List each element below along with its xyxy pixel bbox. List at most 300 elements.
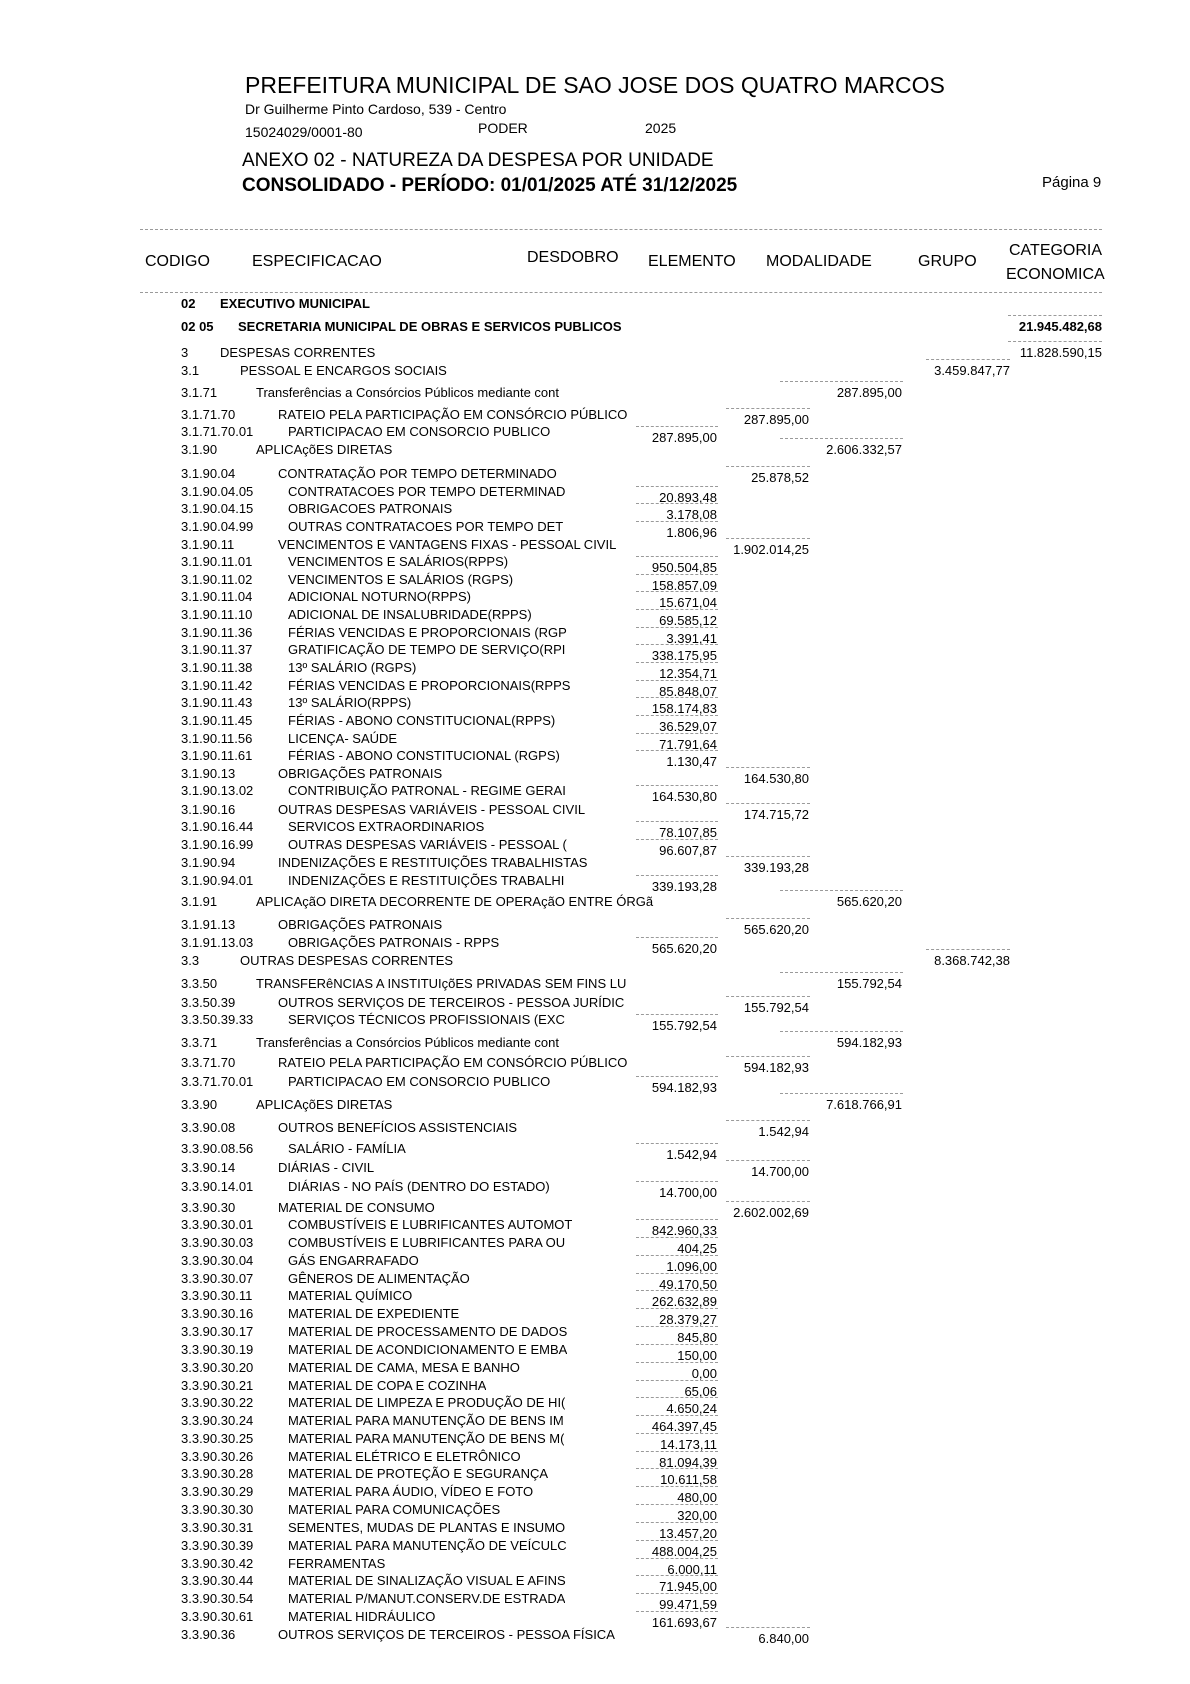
row-code: 3.1.90.11.43 [181, 695, 253, 710]
row-description: MATERIAL PARA COMUNICAÇÕES [288, 1502, 501, 1517]
row-desdobro-value: 158.857,09 [651, 578, 717, 593]
row-description: OUTRAS CONTRATACOES POR TEMPO DET [288, 519, 564, 534]
table-row [0, 1483, 1190, 1505]
table-row [0, 553, 1190, 575]
report-subtitle: CONSOLIDADO - PERÍODO: 01/01/2025 ATÉ 31/12/2025 [242, 175, 738, 196]
value-divider [1008, 315, 1102, 316]
row-modalidade-value: 287.895,00 [836, 385, 902, 400]
table-row [0, 1216, 1190, 1238]
row-description: ADICIONAL DE INSALUBRIDADE(RPPS) [288, 607, 532, 622]
value-divider [726, 767, 810, 768]
row-code: 3.1.71.70 [181, 407, 236, 422]
value-divider [636, 503, 718, 504]
value-divider [726, 1160, 810, 1161]
row-description: APLICAçãO DIRETA DECORRENTE DE OPERAçãO ENTRE ÓRGã [256, 894, 654, 909]
row-description: EXECUTIVO MUNICIPAL [220, 296, 370, 311]
value-divider [636, 1143, 718, 1144]
table-row [0, 975, 1190, 992]
row-description: FÉRIAS - ABONO CONSTITUCIONAL (RGPS) [288, 748, 560, 763]
row-elemento-value: 1.902.014,25 [733, 542, 809, 557]
row-elemento-value: 565.620,20 [743, 922, 809, 937]
row-code: 3.1.90.11.10 [181, 607, 253, 622]
row-desdobro-value: 99.471,59 [659, 1597, 717, 1612]
row-code: 3.3 [181, 953, 200, 968]
row-description: SERVIÇOS TÉCNICOS PROFISSIONAIS (EXC [288, 1012, 565, 1027]
value-divider [636, 627, 718, 628]
row-description: COMBUSTÍVEIS E LUBRIFICANTES AUTOMOT [288, 1217, 573, 1232]
row-desdobro-value: 262.632,89 [651, 1294, 717, 1309]
table-row [0, 1199, 1190, 1220]
table-row [0, 1034, 1190, 1051]
row-description: OUTROS SERVIÇOS DE TERCEIROS - PESSOA JURÍDIC [278, 995, 625, 1010]
table-row [0, 1323, 1190, 1345]
value-divider [636, 1468, 718, 1469]
page-title: PREFEITURA MUNICIPAL DE SAO JOSE DOS QUATRO MARCOS [245, 72, 945, 98]
value-divider [636, 1362, 718, 1363]
value-divider [926, 359, 1010, 360]
row-desdobro-value: 842.960,33 [651, 1223, 717, 1238]
row-code: 3.3.90.30.54 [181, 1591, 254, 1606]
value-divider [636, 1433, 718, 1434]
row-desdobro-value: 339.193,28 [651, 879, 717, 894]
row-elemento-value: 174.715,72 [743, 807, 809, 822]
value-divider [636, 1014, 718, 1015]
row-code: 3.3.90.14.01 [181, 1179, 254, 1194]
row-desdobro-value: 85.848,07 [659, 684, 717, 699]
row-description: 13º SALÁRIO(RPPS) [288, 695, 412, 710]
row-elemento-value: 2.602.002,69 [733, 1205, 809, 1220]
row-description: LICENÇA- SAÚDE [288, 731, 398, 746]
row-description: APLICAçõES DIRETAS [256, 1097, 393, 1112]
table-row [0, 295, 1190, 312]
table-row [0, 854, 1190, 875]
table-row [0, 588, 1190, 610]
row-code: 3.3.90.30.31 [181, 1520, 254, 1535]
table-row [0, 1119, 1190, 1139]
row-code: 3.1.71.70.01 [181, 424, 254, 439]
table-row [0, 801, 1190, 822]
row-elemento-value: 1.542,94 [758, 1124, 809, 1139]
row-description: GÊNEROS DE ALIMENTAÇÃO [288, 1271, 470, 1286]
value-divider [726, 996, 810, 997]
value-divider [726, 803, 810, 804]
row-desdobro-value: 71.945,00 [659, 1579, 717, 1594]
row-modalidade-value: 594.182,93 [836, 1035, 902, 1050]
table-row [0, 1465, 1190, 1487]
col-header-categoria: CATEGORIA [1009, 242, 1103, 259]
value-divider [780, 1031, 903, 1032]
value-divider [636, 680, 718, 681]
table-row [0, 1054, 1190, 1075]
value-divider [636, 662, 718, 663]
header-top-divider [140, 229, 1102, 230]
row-code: 3.3.50.39 [181, 995, 236, 1010]
table-row [0, 571, 1190, 593]
row-code: 3.1.90.94 [181, 855, 236, 870]
row-description: OBRIGAÇÕES PATRONAIS - RPPS [288, 935, 500, 950]
row-code: 3.3.71 [181, 1035, 218, 1050]
row-grupo-value: 3.459.847,77 [934, 363, 1010, 378]
row-code: 3.3.90.30.16 [181, 1306, 254, 1321]
row-code: 3.1.90.11.02 [181, 572, 253, 587]
value-divider [636, 1451, 718, 1452]
value-divider [636, 1611, 718, 1612]
row-code: 3.3.90.30.17 [181, 1324, 254, 1339]
table-row [0, 624, 1190, 646]
col-header-desdobro: DESDOBRO [527, 249, 619, 266]
row-description: OUTRAS DESPESAS CORRENTES [240, 953, 454, 968]
row-code: 3.3.90.30.24 [181, 1413, 254, 1428]
row-desdobro-value: 20.893,48 [659, 490, 717, 505]
row-desdobro-value: 480,00 [677, 1490, 717, 1505]
row-code: 3.1.90.16.99 [181, 837, 254, 852]
row-description: OBRIGAÇÕES PATRONAIS [278, 917, 443, 932]
row-description: MATERIAL PARA MANUTENÇÃO DE VEÍCULC [288, 1538, 567, 1553]
address: Dr Guilherme Pinto Cardoso, 539 - Centro [245, 101, 507, 117]
row-desdobro-value: 3.178,08 [666, 507, 717, 522]
row-code: 02 05 [181, 319, 214, 334]
row-modalidade-value: 7.618.766,91 [826, 1097, 902, 1112]
row-desdobro-value: 404,25 [677, 1241, 717, 1256]
row-desdobro-value: 96.607,87 [659, 843, 717, 858]
row-desdobro-value: 1.542,94 [666, 1147, 717, 1162]
row-desdobro-value: 3.391,41 [666, 631, 717, 646]
table-row [0, 1073, 1190, 1095]
value-divider [636, 937, 718, 938]
row-code: 3.1.90.16.44 [181, 819, 254, 834]
table-row [0, 1178, 1190, 1200]
table-row [0, 677, 1190, 699]
table-row [0, 500, 1190, 522]
table-row [0, 916, 1190, 937]
row-code: 3.3.90.30.44 [181, 1573, 254, 1588]
row-description: FÉRIAS - ABONO CONSTITUCIONAL(RPPS) [288, 713, 556, 728]
row-description: MATERIAL DE PROCESSAMENTO DE DADOS [288, 1324, 568, 1339]
table-row [0, 1412, 1190, 1434]
table-row [0, 1448, 1190, 1470]
row-modalidade-value: 2.606.332,57 [826, 442, 902, 457]
value-divider [636, 1219, 718, 1220]
value-divider [780, 381, 903, 382]
row-description: OBRIGAÇÕES PATRONAIS [278, 766, 443, 781]
value-divider [726, 466, 810, 467]
value-divider [780, 890, 903, 891]
row-desdobro-value: 320,00 [677, 1508, 717, 1523]
table-row [0, 465, 1190, 485]
row-desdobro-value: 12.354,71 [659, 666, 717, 681]
row-description: VENCIMENTOS E SALÁRIOS (RGPS) [288, 572, 514, 587]
value-divider [636, 574, 718, 575]
row-code: 3.1.71 [181, 385, 218, 400]
row-desdobro-value: 338.175,95 [651, 648, 717, 663]
row-code: 3.1.90.11 [181, 537, 235, 552]
row-desdobro-value: 845,80 [677, 1330, 717, 1345]
row-description: OUTRAS DESPESAS VARIÁVEIS - PESSOAL ( [288, 837, 567, 852]
cnpj: 15024029/0001-80 [245, 124, 363, 140]
col-header-modalidade: MODALIDADE [766, 253, 872, 270]
value-divider [780, 1093, 903, 1094]
value-divider [726, 538, 810, 539]
row-code: 3.1.90.11.36 [181, 625, 253, 640]
table-row [0, 836, 1190, 858]
row-desdobro-value: 0,00 [691, 1366, 717, 1381]
row-description: GÁS ENGARRAFADO [288, 1253, 419, 1268]
row-code: 3.1.90.11.01 [181, 554, 253, 569]
table-row [0, 747, 1190, 769]
value-divider [636, 785, 718, 786]
value-divider [636, 1415, 718, 1416]
table-row [0, 1377, 1190, 1399]
row-grupo-value: 8.368.742,38 [934, 953, 1010, 968]
row-code: 3.1.91 [181, 894, 218, 909]
row-desdobro-value: 464.397,45 [651, 1419, 717, 1434]
row-description: RATEIO PELA PARTICIPAÇÃO EM CONSÓRCIO PÚBLICO [278, 1055, 628, 1070]
row-description: DIÁRIAS - CIVIL [278, 1160, 375, 1175]
table-row [0, 1252, 1190, 1274]
value-divider [726, 1056, 810, 1057]
row-desdobro-value: 78.107,85 [659, 825, 717, 840]
row-desdobro-value: 565.620,20 [651, 941, 717, 956]
table-row [0, 730, 1190, 752]
row-description: MATERIAL ELÉTRICO E ELETRÔNICO [288, 1449, 521, 1464]
row-description: PARTICIPACAO EM CONSORCIO PUBLICO [288, 424, 551, 439]
row-code: 3.1.90.04 [181, 466, 236, 481]
row-desdobro-value: 81.094,39 [659, 1455, 717, 1470]
row-code: 3.1.90.11.56 [181, 731, 253, 746]
row-code: 3.3.90.30.61 [181, 1609, 254, 1624]
row-code: 3 [181, 345, 189, 360]
value-divider [726, 1120, 810, 1121]
row-categoria-value: 11.828.590,15 [1019, 345, 1102, 360]
row-description: SECRETARIA MUNICIPAL DE OBRAS E SERVICOS PUBLICOS [238, 319, 622, 334]
row-code: 3.3.90 [181, 1097, 218, 1112]
value-divider [726, 1627, 810, 1628]
header-bottom-divider [140, 292, 1102, 293]
table-row [0, 1430, 1190, 1452]
row-desdobro-value: 14.700,00 [659, 1185, 717, 1200]
row-code: 3.1.91.13 [181, 917, 236, 932]
value-divider [636, 1237, 718, 1238]
row-code: 3.3.90.30.29 [181, 1484, 254, 1499]
row-desdobro-value: 28.379,27 [659, 1312, 717, 1327]
table-row [0, 1341, 1190, 1363]
table-row [0, 318, 1190, 335]
value-divider [926, 949, 1010, 950]
value-divider [636, 697, 718, 698]
row-code: 3.1.90.04.15 [181, 501, 254, 516]
value-divider [636, 426, 718, 427]
table-row [0, 1572, 1190, 1594]
value-divider [636, 1290, 718, 1291]
row-description: MATERIAL DE PROTEÇÃO E SEGURANÇA [288, 1466, 549, 1481]
value-divider [636, 1522, 718, 1523]
row-desdobro-value: 488.004,25 [651, 1544, 717, 1559]
row-code: 3.3.90.30.04 [181, 1253, 254, 1268]
row-description: MATERIAL PARA MANUTENÇÃO DE BENS M( [288, 1431, 565, 1446]
col-header-economica: ECONOMICA [1006, 266, 1105, 283]
table-row [0, 659, 1190, 681]
report-title: ANEXO 02 - NATUREZA DA DESPESA POR UNIDADE [242, 150, 714, 171]
row-description: FÉRIAS VENCIDAS E PROPORCIONAIS (RGP [288, 625, 567, 640]
row-desdobro-value: 594.182,93 [651, 1080, 717, 1095]
row-description: TRANSFERêNCIAS A INSTITUIçõES PRIVADAS SEM FINS LU [256, 976, 627, 991]
table-row [0, 1140, 1190, 1162]
value-divider [636, 875, 718, 876]
row-desdobro-value: 65,06 [684, 1384, 717, 1399]
row-description: FÉRIAS VENCIDAS E PROPORCIONAIS(RPPS [288, 678, 571, 693]
row-modalidade-value: 565.620,20 [836, 894, 902, 909]
value-divider [636, 715, 718, 716]
row-code: 3.3.90.30.22 [181, 1395, 254, 1410]
row-description: PESSOAL E ENCARGOS SOCIAIS [240, 363, 447, 378]
table-row [0, 1519, 1190, 1541]
row-description: MATERIAL DE ACONDICIONAMENTO E EMBA [288, 1342, 568, 1357]
row-description: MATERIAL DE LIMPEZA E PRODUÇÃO DE HI( [288, 1395, 566, 1410]
table-row [0, 1359, 1190, 1381]
row-code: 3.3.90.08.56 [181, 1141, 254, 1156]
table-row [0, 344, 1190, 361]
row-description: MATERIAL DE SINALIZAÇÃO VISUAL E AFINS [288, 1573, 566, 1588]
row-code: 3.3.71.70.01 [181, 1074, 254, 1089]
row-description: CONTRATACOES POR TEMPO DETERMINAD [288, 484, 566, 499]
value-divider [726, 918, 810, 919]
row-description: SERVICOS EXTRAORDINARIOS [288, 819, 485, 834]
row-description: INDENIZAÇÕES E RESTITUIÇÕES TRABALHI [288, 873, 565, 888]
row-description: COMBUSTÍVEIS E LUBRIFICANTES PARA OU [288, 1235, 566, 1250]
row-code: 3.3.90.30.11 [181, 1288, 253, 1303]
value-divider [636, 1344, 718, 1345]
row-description: SALÁRIO - FAMÍLIA [288, 1141, 406, 1156]
col-header-codigo: CODIGO [145, 253, 210, 270]
row-desdobro-value: 4.650,24 [666, 1401, 717, 1416]
row-code: 3.1.90.11.42 [181, 678, 253, 693]
value-divider [636, 1255, 718, 1256]
page-number: Página 9 [1042, 174, 1102, 191]
row-desdobro-value: 15.671,04 [659, 595, 717, 610]
row-code: 3.1.90.04.99 [181, 519, 254, 534]
row-code: 3.3.90.30.39 [181, 1538, 254, 1553]
row-elemento-value: 14.700,00 [751, 1164, 809, 1179]
table-row [0, 765, 1190, 786]
value-divider [636, 609, 718, 610]
row-code: 3.1.90.11.45 [181, 713, 253, 728]
value-divider [636, 1326, 718, 1327]
table-row [0, 872, 1190, 894]
row-code: 3.3.90.30.20 [181, 1360, 254, 1375]
table-row [0, 1608, 1190, 1630]
row-code: 3.3.90.30.19 [181, 1342, 254, 1357]
row-code: 3.1.90.13.02 [181, 783, 254, 798]
row-description: INDENIZAÇÕES E RESTITUIÇÕES TRABALHISTAS [278, 855, 588, 870]
row-description: Transferências a Consórcios Públicos mediante cont [256, 1035, 559, 1050]
value-divider [636, 486, 718, 487]
value-divider [636, 839, 718, 840]
row-desdobro-value: 161.693,67 [651, 1615, 717, 1630]
value-divider [636, 750, 718, 751]
row-description: PARTICIPACAO EM CONSORCIO PUBLICO [288, 1074, 551, 1089]
table-row [0, 994, 1190, 1015]
row-description: SEMENTES, MUDAS DE PLANTAS E INSUMO [288, 1520, 566, 1535]
row-code: 3.1.90.16 [181, 802, 236, 817]
row-code: 3.3.90.30.30 [181, 1502, 254, 1517]
row-desdobro-value: 950.504,85 [651, 560, 717, 575]
row-desdobro-value: 1.806,96 [666, 525, 717, 540]
row-description: ADICIONAL NOTURNO(RPPS) [288, 589, 471, 604]
table-row [0, 536, 1190, 557]
row-code: 3.3.90.08 [181, 1120, 236, 1135]
row-code: 3.1.90.94.01 [181, 873, 254, 888]
row-description: MATERIAL DE CAMA, MESA E BANHO [288, 1360, 520, 1375]
value-divider [636, 1397, 718, 1398]
table-row [0, 1096, 1190, 1113]
table-row [0, 1234, 1190, 1256]
value-divider [636, 821, 718, 822]
value-divider [636, 1540, 718, 1541]
value-divider [636, 1486, 718, 1487]
row-code: 3.1.90.11.04 [181, 589, 253, 604]
row-desdobro-value: 49.170,50 [659, 1277, 717, 1292]
table-row [0, 893, 1190, 910]
row-description: CONTRATAÇÃO POR TEMPO DETERMINADO [278, 466, 557, 481]
row-code: 3.3.90.30.28 [181, 1466, 254, 1481]
row-categoria-value: 21.945.482,68 [1018, 319, 1102, 334]
row-code: 02 [181, 296, 196, 311]
table-row [0, 712, 1190, 734]
row-description: 13º SALÁRIO (RGPS) [288, 660, 417, 675]
row-code: 3.3.71.70 [181, 1055, 236, 1070]
row-code: 3.1.90.04.05 [181, 484, 254, 499]
row-code: 3.3.90.30.03 [181, 1235, 254, 1250]
row-description: MATERIAL PARA ÁUDIO, VÍDEO E FOTO [288, 1484, 534, 1499]
row-desdobro-value: 1.096,00 [666, 1259, 717, 1274]
row-code: 3.3.90.14 [181, 1160, 236, 1175]
row-elemento-value: 6.840,00 [758, 1631, 809, 1646]
row-elemento-value: 164.530,80 [743, 771, 809, 786]
row-desdobro-value: 10.611,58 [660, 1472, 717, 1487]
col-header-especificacao: ESPECIFICACAO [252, 253, 382, 270]
row-desdobro-value: 155.792,54 [651, 1018, 717, 1033]
row-description: OUTROS BENEFÍCIOS ASSISTENCIAIS [278, 1120, 518, 1135]
table-row [0, 1159, 1190, 1179]
value-divider [636, 1380, 718, 1381]
row-code: 3.1.90.11.37 [181, 642, 253, 657]
table-row [0, 641, 1190, 663]
col-header-grupo: GRUPO [918, 253, 977, 270]
value-divider [636, 644, 718, 645]
row-desdobro-value: 13.457,20 [659, 1526, 717, 1541]
row-desdobro-value: 36.529,07 [659, 719, 717, 734]
table-row [0, 606, 1190, 628]
row-code: 3.3.90.30.26 [181, 1449, 254, 1464]
row-description: MATERIAL P/MANUT.CONSERV.DE ESTRADA [288, 1591, 566, 1606]
row-elemento-value: 155.792,54 [743, 1000, 809, 1015]
row-elemento-value: 25.878,52 [751, 470, 809, 485]
value-divider [636, 1504, 718, 1505]
value-divider [726, 408, 810, 409]
fiscal-year: 2025 [645, 120, 677, 136]
row-code: 3.3.90.36 [181, 1627, 236, 1642]
table-row [0, 441, 1190, 458]
table-row [0, 423, 1190, 445]
table-row [0, 952, 1190, 969]
row-description: VENCIMENTOS E SALÁRIOS(RPPS) [288, 554, 509, 569]
table-row [0, 1590, 1190, 1612]
table-row [0, 694, 1190, 716]
row-code: 3.3.50.39.33 [181, 1012, 254, 1027]
value-divider [780, 438, 903, 439]
row-code: 3.1.91.13.03 [181, 935, 254, 950]
row-description: GRATIFICAÇÃO DE TEMPO DE SERVIÇO(RPI [288, 642, 566, 657]
